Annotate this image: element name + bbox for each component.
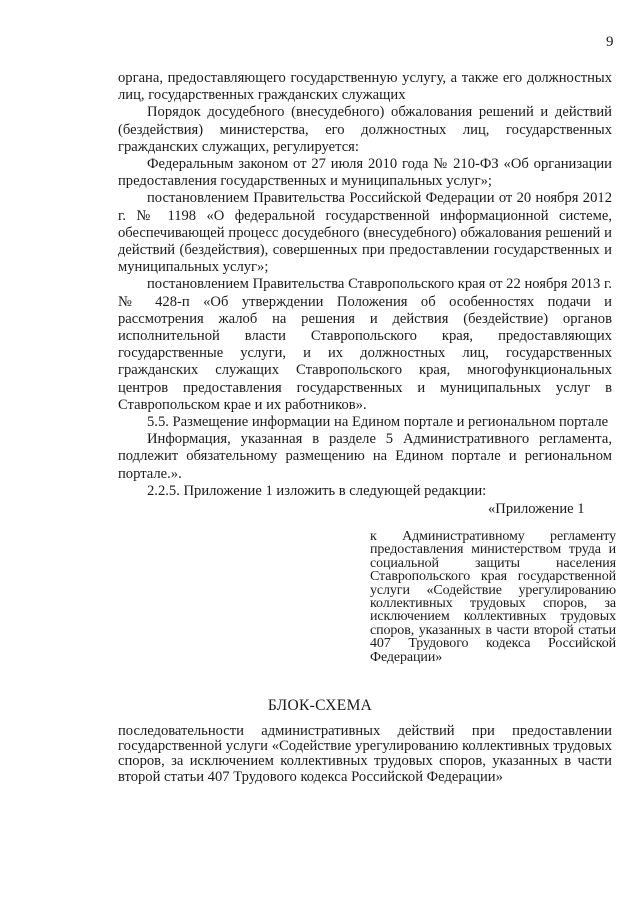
paragraph: постановлением Правительства Российской Федерации от 20 ноября 2012 г. № 1198 «О федеральной государственной информационной системе, обеспечивающей процесс досудебного (внесудебного) обжалования решений и действий (бездействия), совершенных при предоставлении государственных и муниципальных услуг»; [118, 190, 612, 276]
paragraph: Федеральным законом от 27 июля 2010 года № 210-ФЗ «Об организации предоставления государственных и муниципальных услуг»; [118, 156, 612, 190]
paragraph: Порядок досудебного (внесудебного) обжалования решений и действий (бездействия) министерства, его должностных лиц, государственных гражданских служащих, регулируется: [118, 104, 612, 155]
block-scheme-title: БЛОК-СХЕМА [267, 697, 373, 714]
body-text [118, 70, 612, 500]
annex-text: к Административному регламенту предоставления министерством труда и социальной защиты населения Ставропольского края государственной услуги «Содействие урегулированию коллективных трудовых споров, за исключением коллективных трудовых споров, указанных в части второй статьи 407 Трудового кодекса Российской Федерации» [370, 529, 616, 665]
block-scheme-caption: последовательности административных действий при предоставлении государственной услуги «Содействие урегулированию коллективных трудовых споров, за исключением коллективных трудовых споров, указанных в части второй статьи 407 Трудового кодекса Российской Федерации» [118, 723, 612, 785]
page-number: 9 [606, 34, 614, 50]
paragraph: органа, предоставляющего государственную услугу, а также его должностных лиц, государственных гражданских служащих [118, 70, 612, 104]
paragraph: постановлением Правительства Ставропольского края от 22 ноября 2013 г. № 428-п «Об утверждении Положения об особенностях подачи и рассмотрения жалоб на решения и действия (бездействие) органов исполнительной власти Ставропольского края, предоставляющих государственные услуги, и их должностных лиц, государственных гражданских служащих Ставропольского края, многофункциональных центров предоставления государственных и муниципальных услуг в Ставропольском крае и их работников». [118, 276, 612, 413]
paragraph: 5.5. Размещение информации на Едином портале и региональном портале [147, 414, 609, 431]
paragraph: Информация, указанная в разделе 5 Административного регламента, подлежит обязательному размещению на Едином портале и региональном портале.». [118, 431, 612, 482]
paragraph: 2.2.5. Приложение 1 изложить в следующей редакции: [147, 482, 487, 499]
annex-label: «Приложение 1 [488, 501, 585, 517]
